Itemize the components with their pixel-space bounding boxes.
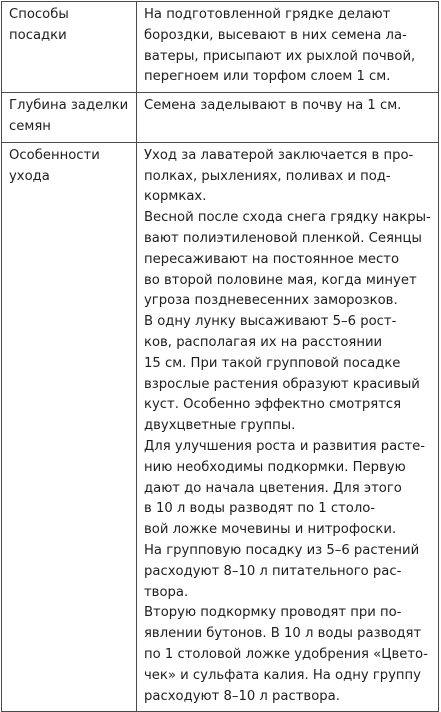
content-line: полках, рыхлениях, поливах и под- <box>144 168 391 184</box>
table-row-seed-depth <box>2 93 439 143</box>
content-line: твора. <box>144 584 189 600</box>
content-line: угроза поздневесенних заморозков. <box>144 293 398 309</box>
table-row-care-features <box>2 142 439 712</box>
label-line: семян <box>9 118 51 134</box>
content-line: по 1 столовой ложке удобрения «Цвето- <box>144 646 428 662</box>
content-line: Весной после схода снега грядку накры- <box>144 210 431 226</box>
content-line: бороздки, высевают в них семена ла- <box>144 27 407 43</box>
content-line: кормках. <box>144 189 207 205</box>
content-line: Уход за лаватерой заключается в про- <box>144 147 414 163</box>
content-line: во второй половине мая, когда минует <box>144 272 417 288</box>
content-line: двухцветные группы. <box>144 418 296 434</box>
content-line: ков, располагая их на расстоянии <box>144 334 383 350</box>
content-line: чек» и сульфата калия. На одну группу <box>144 667 421 683</box>
content-line: На групповую посадку из 5–6 растений <box>144 542 420 558</box>
row-label-planting-methods <box>2 2 137 93</box>
planting-info-table <box>1 1 439 712</box>
content-line: дают до начала цветения. Для этого <box>144 480 402 496</box>
content-line: в 10 л воды разводят по 1 столо- <box>144 501 376 517</box>
content-line: явлении бутонов. В 10 л воды разводят <box>144 626 422 642</box>
content-line: На подготовленной грядке делают <box>144 7 391 22</box>
label-line: Способы <box>9 7 69 22</box>
row-content-care-features <box>137 142 439 712</box>
label-line: посадки <box>9 27 67 43</box>
content-line: перегноем или торфом слоем 1 см. <box>144 69 391 85</box>
content-line: расходуют 8–10 л питательного рас- <box>144 563 402 579</box>
content-line: взрослые растения образуют красивый <box>144 376 420 392</box>
content-line: Семена заделывают в почву на 1 см. <box>144 98 402 114</box>
row-label-seed-depth <box>2 93 137 143</box>
row-content-seed-depth <box>137 93 439 143</box>
content-line: В одну лунку высаживают 5–6 рост- <box>144 314 397 330</box>
content-line: ватеры, присыпают их рыхлой почвой, <box>144 48 416 64</box>
content-line: куст. Особенно эффектно смотрятся <box>144 397 402 413</box>
content-line: Для улучшения роста и развития расте- <box>144 438 426 454</box>
label-line: Глубина заделки <box>9 98 129 114</box>
table-row-planting-methods <box>2 2 439 93</box>
content-line: расходуют 8–10 л раствора. <box>144 688 340 704</box>
content-line: 15 см. При такой групповой посадке <box>144 355 401 371</box>
content-line: пересаживают на постоянное место <box>144 251 400 267</box>
content-line: нию необходимы подкормки. Первую <box>144 459 406 475</box>
row-label-care-features <box>2 142 137 712</box>
content-line: вают полиэтиленовой пленкой. Сеянцы <box>144 230 422 246</box>
content-line: Вторую подкормку проводят при по- <box>144 605 402 621</box>
label-line: Особенности <box>9 147 100 163</box>
label-line: ухода <box>9 168 50 184</box>
row-content-planting-methods <box>137 2 439 93</box>
content-line: вой ложке мочевины и нитрофоски. <box>144 522 397 538</box>
